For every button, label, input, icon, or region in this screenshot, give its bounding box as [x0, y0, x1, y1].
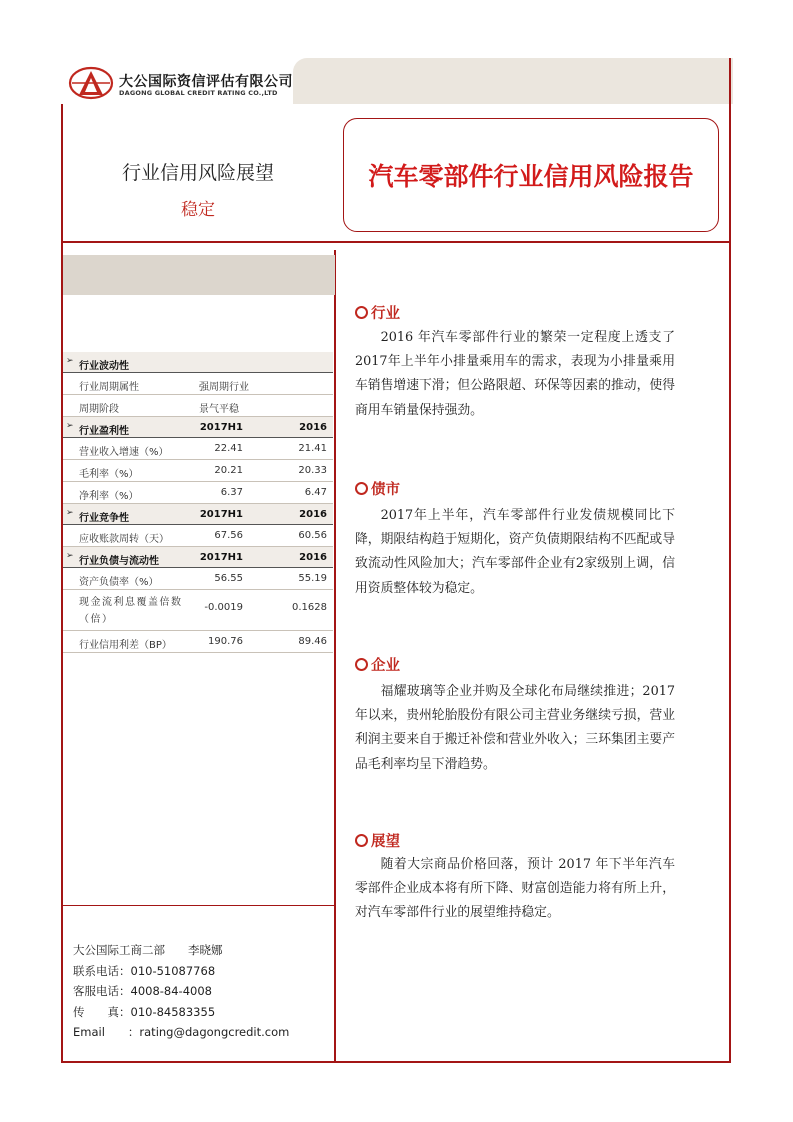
metrics-row: 资产负债率（%） 56.55 55.19 [63, 568, 333, 590]
contact-phone: 联系电话：010-51087768 [73, 963, 216, 978]
metrics-section-header: ➢ 行业波动性 [63, 352, 333, 373]
metrics-row: 毛利率（%） 20.21 20.33 [63, 460, 333, 482]
contact-fax: 传 真：010-84583355 [73, 1004, 216, 1019]
arrow-icon: ➢ [66, 551, 74, 561]
metrics-row: 现金流利息覆盖倍数（倍） -0.0019 0.1628 [63, 590, 333, 631]
metrics-row: 应收账款周转（天） 67.56 60.56 [63, 525, 333, 547]
circle-bullet-icon [355, 834, 368, 847]
header-divider [61, 241, 731, 243]
contact-email[interactable]: Email ：rating@dagongcredit.com [73, 1025, 290, 1040]
contact-service: 客服电话：4008-84-4008 [73, 984, 212, 999]
arrow-icon: ➢ [66, 508, 74, 518]
metrics-section-header: ➢ 行业负债与流动性 2017H1 2016 [63, 547, 333, 568]
section-text-industry: 2016 年汽车零部件行业的繁荣一定程度上透支了2017年上半年小排量乘用车的需求，表现为小排量乘用车销售增速下滑；但公路限超、环保等因素的推动，使得商用车销量保持强劲。 [355, 330, 675, 418]
section-text-enterprise: 福耀玻璃等企业并购及全球化布局继续推进；2017年以来，贵州轮胎股份有限公司主营业务继续亏损，营业利润主要来自于搬迁补偿和营业外收入；三环集团主要产品毛利率均呈下滑趋势。 [355, 684, 675, 772]
section-heading-enterprise: 企业 [355, 654, 400, 675]
circle-bullet-icon [355, 306, 368, 319]
column-divider [334, 250, 336, 1062]
circle-bullet-icon [355, 482, 368, 495]
section-text-outlook: 随着大宗商品价格回落，预计 2017 年下半年汽车零部件企业成本将有所下降、财富创造能力将有所上升，对汽车零部件行业的展望维持稳定。 [355, 857, 675, 921]
dagong-logo-icon [68, 66, 114, 100]
metrics-row: 行业信用利差（BP） 190.76 89.46 [63, 631, 333, 653]
company-name-cn: 大公国际资信评估有限公司 [119, 74, 293, 90]
metrics-row: 净利率（%） 6.37 6.47 [63, 482, 333, 504]
metrics-row: 营业收入增速（%） 22.41 21.41 [63, 438, 333, 460]
report-title: 汽车零部件行业信用风险报告 [368, 162, 694, 191]
outlook-title: 行业信用风险展望 [121, 162, 274, 184]
metrics-row: 周期阶段 景气平稳 [63, 395, 333, 417]
metrics-table [63, 352, 333, 653]
header-band [293, 58, 733, 104]
sidebar-band [63, 255, 335, 295]
arrow-icon: ➢ [66, 421, 74, 431]
section-heading-bond: 债市 [355, 478, 400, 499]
outlook-value: 稳定 [181, 200, 215, 220]
company-name-en: DAGONG GLOBAL CREDIT RATING CO.,LTD [119, 89, 278, 97]
arrow-icon: ➢ [66, 356, 74, 366]
section-heading-outlook: 展望 [355, 830, 400, 851]
report-title-box [343, 118, 719, 232]
metrics-row: 行业周期属性 强周期行业 [63, 373, 333, 395]
contact-dept: 大公国际工商二部 李晓娜 [73, 943, 223, 957]
section-text-bond: 2017年上半年，汽车零部件行业发债规模同比下降，期限结构趋于短期化，资产负债期限结构不匹配或导致流动性风险加大；汽车零部件企业有2家级别上调，信用资质整体较为稳定。 [355, 508, 675, 596]
circle-bullet-icon [355, 658, 368, 671]
bottom-border [61, 1061, 731, 1063]
right-border [729, 58, 731, 1062]
section-heading-industry: 行业 [355, 302, 400, 323]
metrics-section-header: ➢ 行业竞争性 2017H1 2016 [63, 504, 333, 525]
metrics-section-header: ➢ 行业盈利性 2017H1 2016 [63, 417, 333, 438]
contact-divider [63, 905, 334, 906]
contact-info [73, 940, 289, 1043]
